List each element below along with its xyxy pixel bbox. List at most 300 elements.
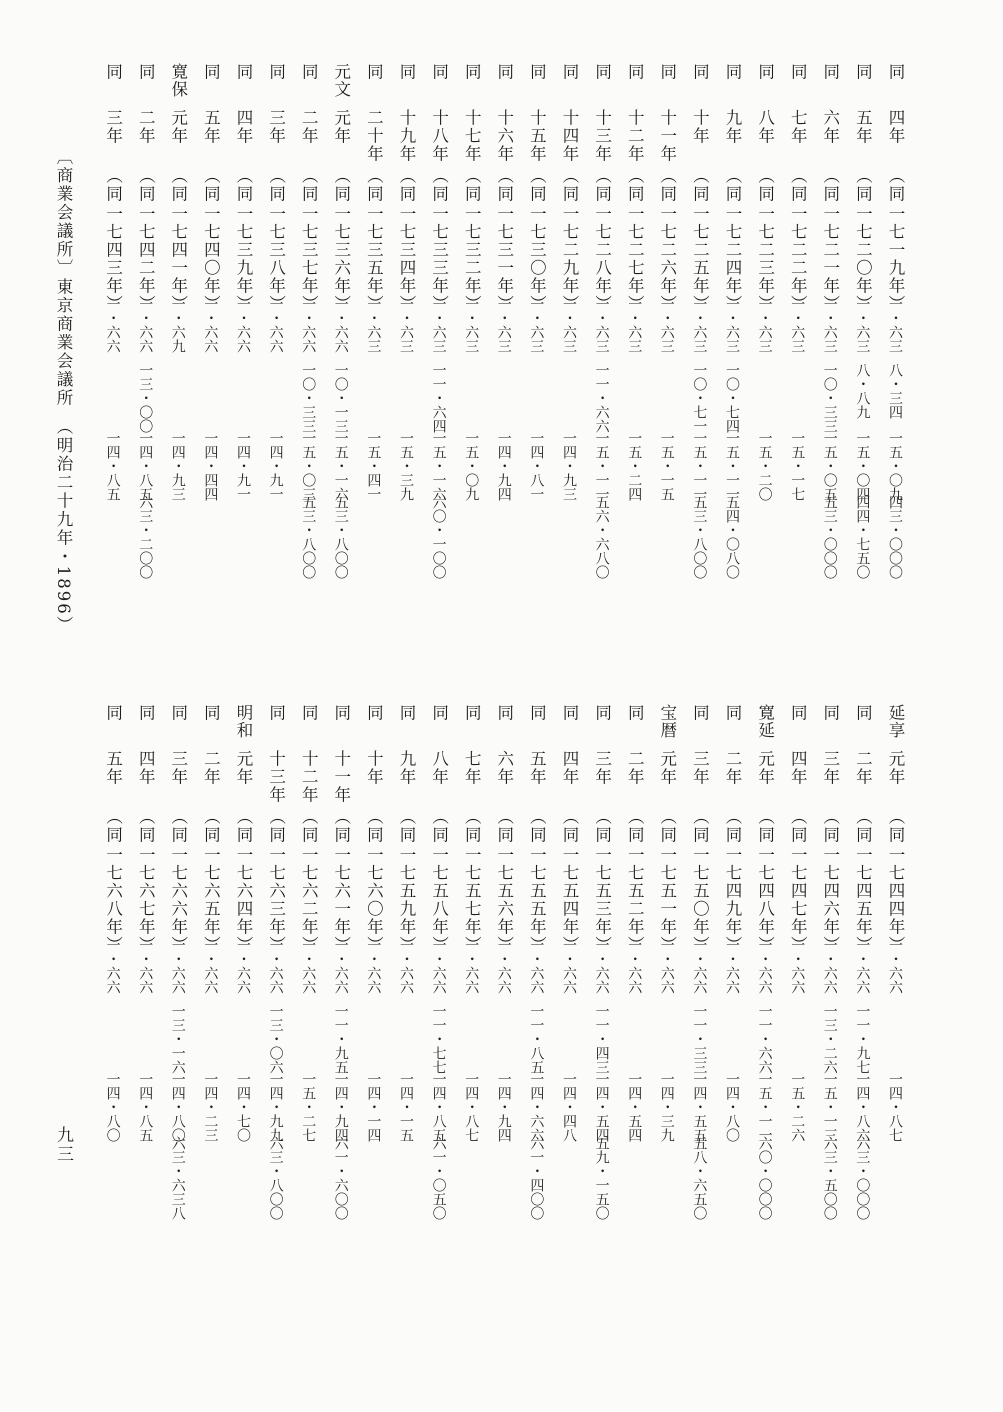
cell-v1: 一・六三: [593, 297, 610, 353]
cell-v1: 一・六六: [300, 297, 317, 353]
cell-year: 二年: [299, 109, 319, 145]
cell-ad: 一七六六年）: [168, 846, 188, 954]
table-row: [782, 63, 812, 683]
cell-v3: 一五・〇三: [300, 431, 317, 501]
cell-v1: 一・六三: [658, 297, 675, 353]
cell-era: 同: [788, 63, 808, 81]
cell-v1: 一・六六: [267, 297, 284, 353]
cell-v3: 一四・九三: [561, 431, 577, 501]
cell-v2: 一〇・三三: [300, 363, 317, 433]
cell-v1: 一・六三: [430, 297, 447, 353]
cell-era: 同: [820, 63, 840, 81]
cell-v3: 一四・九三: [169, 431, 186, 501]
cell-year: 五年: [201, 109, 221, 145]
table-row: [815, 63, 845, 683]
cell-v3: 一四・八五: [430, 1072, 447, 1142]
table-row: [847, 63, 877, 683]
cell-ad: 一七六四年）: [234, 846, 253, 954]
cell-v2: 八・八九: [854, 363, 871, 419]
cell-paren: （同: [299, 167, 319, 203]
cell-year: 三年: [592, 750, 612, 786]
cell-v3: 一四・九四: [495, 1072, 512, 1142]
cell-paren: （同: [853, 167, 873, 203]
cell-v2: 一〇・一三: [332, 363, 349, 433]
cell-paren: （同: [331, 167, 351, 203]
cell-v3: 一五・〇九: [463, 431, 480, 501]
cell-v3: 一四・八一: [528, 431, 545, 501]
cell-year: 五年: [527, 750, 547, 786]
cell-ad: 一七四五年）: [853, 846, 873, 954]
cell-v3: 一五・〇五: [821, 431, 838, 501]
table-row: [195, 704, 225, 1324]
cell-paren: （同: [364, 167, 384, 203]
cell-ad: 一七四八年）: [755, 846, 775, 954]
cell-era: 同: [462, 63, 482, 81]
cell-paren: （同: [527, 808, 547, 844]
cell-year: 十年: [690, 109, 710, 145]
cell-v1: 一・六六: [267, 938, 284, 994]
cell-paren: （同: [625, 808, 645, 844]
cell-paren: （同: [462, 808, 482, 844]
table-row: [619, 704, 649, 1324]
cell-v4: 六一・六〇〇: [332, 1136, 349, 1220]
cell-v1: 一・六六: [332, 297, 349, 353]
table-row: [424, 704, 454, 1324]
cell-ad: 一七三〇年）: [527, 205, 547, 313]
cell-era: 同: [397, 63, 416, 81]
cell-era: 同: [625, 63, 645, 81]
cell-ad: 一七五〇年）: [690, 846, 710, 954]
cell-year: 十九年: [397, 109, 416, 163]
table-row: [228, 704, 258, 1324]
cell-v1: 一・六六: [495, 938, 512, 994]
cell-era: 同: [853, 63, 873, 81]
cell-era: 同: [592, 704, 612, 722]
cell-v3: 一四・八七: [887, 1072, 903, 1142]
cell-ad: 一七一九年）: [886, 205, 905, 313]
cell-year: 二十年: [364, 109, 384, 163]
table-row: [717, 63, 747, 683]
cell-ad: 一七二七年）: [625, 205, 645, 313]
table-row: [717, 704, 747, 1324]
cell-ad: 一七二〇年）: [853, 205, 873, 313]
cell-v3: 一四・九九: [267, 1072, 284, 1142]
cell-year: 四年: [788, 750, 808, 786]
cell-v4: 六三・五〇〇: [821, 1136, 838, 1220]
table-row: [98, 63, 128, 683]
cell-paren: （同: [136, 808, 156, 844]
cell-v2: 一一・八五: [528, 1004, 545, 1074]
cell-paren: （同: [755, 167, 775, 203]
cell-ad: 一七三九年）: [234, 205, 253, 313]
cell-era: 同: [331, 704, 351, 722]
cell-ad: 一七四一年）: [168, 205, 188, 313]
cell-paren: （同: [494, 167, 514, 203]
cell-year: 十七年: [462, 109, 482, 163]
cell-era: 同: [625, 704, 645, 722]
cell-v4: 五三・〇〇〇: [821, 495, 838, 579]
header-source: 東京商業会議所 （明治二十九年・1896）: [54, 278, 73, 635]
cell-ad: 一七六二年）: [299, 846, 319, 954]
cell-v3: 一四・四八: [561, 1072, 577, 1142]
cell-paren: （同: [429, 167, 449, 203]
table-row: [358, 704, 388, 1324]
cell-v1: 一・六三: [463, 297, 480, 353]
table-row: [587, 704, 617, 1324]
cell-era: 同: [429, 704, 449, 722]
cell-v2: 一三・一六: [169, 1004, 186, 1074]
cell-v3: 一五・一一: [691, 431, 708, 501]
cell-paren: （同: [331, 808, 351, 844]
cell-paren: （同: [201, 167, 221, 203]
cell-v3: 一五・一五: [658, 431, 675, 501]
cell-v3: 一五・一一: [593, 431, 610, 501]
cell-ad: 一七三五年）: [364, 205, 384, 313]
cell-v3: 一四・一四: [365, 1072, 382, 1142]
cell-ad: 一七三八年）: [266, 205, 286, 313]
cell-era: 同: [299, 63, 319, 81]
cell-year: 八年: [429, 750, 449, 786]
cell-v2: 一三・〇〇: [137, 363, 154, 433]
cell-paren: （同: [886, 167, 905, 203]
table-row: [261, 63, 291, 683]
cell-era: 同: [201, 63, 221, 81]
cell-paren: （同: [592, 808, 612, 844]
cell-paren: （同: [560, 808, 579, 844]
table-row: [391, 63, 421, 683]
cell-paren: （同: [397, 808, 416, 844]
cell-v3: 一五・一七: [789, 431, 806, 501]
cell-v1: 一・六三: [365, 297, 382, 353]
cell-ad: 一七六五年）: [201, 846, 221, 954]
cell-era: 同: [299, 704, 319, 722]
table-row: [163, 63, 193, 683]
cell-v1: 一・六六: [169, 938, 186, 994]
table-row: [619, 63, 649, 683]
cell-ad: 一七二八年）: [592, 205, 612, 313]
cell-ad: 一七六〇年）: [364, 846, 384, 954]
cell-ad: 一七六七年）: [136, 846, 156, 954]
cell-v2: 一一・六六: [593, 363, 610, 433]
cell-year: 二年: [136, 109, 156, 145]
cell-year: 三年: [168, 750, 188, 786]
cell-paren: （同: [429, 808, 449, 844]
table-row: [750, 704, 780, 1324]
cell-paren: （同: [103, 167, 123, 203]
cell-era: 宝暦: [657, 704, 677, 739]
cell-v2: 一一・九七: [854, 1004, 871, 1074]
cell-ad: 一七二六年）: [657, 205, 677, 313]
cell-era: 同: [560, 704, 579, 722]
cell-v3: 一五・二四: [626, 431, 643, 501]
cell-era: 同: [462, 704, 482, 722]
cell-ad: 一七五二年）: [625, 846, 645, 954]
cell-paren: （同: [657, 167, 677, 203]
cell-year: 二年: [723, 750, 742, 786]
cell-paren: （同: [299, 808, 319, 844]
cell-v2: 一〇・七一: [691, 363, 708, 433]
cell-v1: 一・六六: [202, 297, 219, 353]
cell-year: 六年: [820, 109, 840, 145]
cell-year: 十五年: [527, 109, 547, 163]
cell-v1: 一・六六: [528, 938, 545, 994]
cell-ad: 一七三六年）: [331, 205, 351, 313]
cell-v4: 五八・六五〇: [691, 1136, 708, 1220]
cell-paren: （同: [201, 808, 221, 844]
cell-ad: 一七二四年）: [723, 205, 742, 313]
table-row: [521, 704, 551, 1324]
table-row: [358, 63, 388, 683]
cell-paren: （同: [168, 808, 188, 844]
cell-v3: 一四・九四: [495, 431, 512, 501]
cell-era: 元文: [331, 63, 351, 98]
cell-v1: 一・六六: [365, 938, 382, 994]
cell-era: 同: [266, 704, 286, 722]
cell-era: 寛保: [168, 63, 188, 98]
cell-v1: 一・六六: [691, 938, 708, 994]
cell-v3: 一四・五四: [593, 1072, 610, 1142]
header-tag: 〔商業会議所〕: [54, 148, 73, 278]
cell-v4: 五六・六八〇: [593, 495, 610, 579]
cell-era: 同: [364, 63, 384, 81]
cell-v1: 一・六三: [724, 297, 740, 353]
cell-ad: 一七六八年）: [103, 846, 123, 954]
table-row: [652, 704, 682, 1324]
table-row: [815, 704, 845, 1324]
cell-v1: 一・六六: [430, 938, 447, 994]
table-row: [782, 704, 812, 1324]
cell-v3: 一五・一一: [756, 1072, 773, 1142]
cell-era: 同: [690, 63, 710, 81]
cell-year: 四年: [560, 750, 579, 786]
cell-v4: 五九・一五〇: [593, 1136, 610, 1220]
cell-v3: 一四・五四: [626, 1072, 643, 1142]
cell-era: 同: [886, 63, 905, 81]
cell-v1: 一・六三: [691, 297, 708, 353]
cell-v3: 一四・七〇: [235, 1072, 251, 1142]
cell-paren: （同: [234, 167, 253, 203]
cell-ad: 一七三二年）: [462, 205, 482, 313]
cell-v4: 五三・八〇〇: [691, 495, 708, 579]
cell-year: 十二年: [299, 750, 319, 804]
cell-v3: 一五・二六: [789, 1072, 806, 1142]
cell-era: 同: [136, 63, 156, 81]
cell-v3: 一四・八五: [104, 431, 121, 501]
table-row: [293, 704, 323, 1324]
cell-v1: 一・六六: [756, 938, 773, 994]
cell-v2: 一一・六四: [430, 363, 447, 433]
cell-paren: （同: [625, 167, 645, 203]
cell-v4: 六三・〇〇〇: [854, 1136, 871, 1220]
table-row: [228, 63, 258, 683]
cell-v3: 一四・九一: [235, 431, 251, 501]
page-number: 九三: [53, 1126, 73, 1164]
cell-era: 同: [168, 704, 188, 722]
cell-era: 同: [364, 704, 384, 722]
cell-v4: 六一・〇五〇: [430, 1136, 447, 1220]
cell-year: 二年: [625, 750, 645, 786]
cell-ad: 一七四六年）: [820, 846, 840, 954]
cell-v1: 一・六三: [887, 297, 903, 353]
cell-paren: （同: [136, 167, 156, 203]
cell-era: 同: [820, 704, 840, 722]
cell-era: 同: [103, 704, 123, 722]
cell-v1: 一・六六: [724, 938, 740, 994]
table-row: [130, 704, 160, 1324]
cell-year: 元年: [755, 750, 775, 786]
cell-v1: 一・六三: [821, 297, 838, 353]
cell-paren: （同: [527, 167, 547, 203]
table-row: [521, 63, 551, 683]
table-row: [261, 704, 291, 1324]
table-row: [880, 63, 910, 683]
cell-era: 同: [201, 704, 221, 722]
cell-v4: 六三・八〇〇: [267, 1136, 284, 1220]
cell-year: 二年: [853, 750, 873, 786]
cell-era: 同: [560, 63, 579, 81]
cell-ad: 一七三三年）: [429, 205, 449, 313]
cell-era: 寛延: [755, 704, 775, 739]
cell-paren: （同: [397, 167, 416, 203]
cell-v3: 一五・〇九: [887, 431, 903, 501]
cell-ad: 一七五八年）: [429, 846, 449, 954]
cell-year: 五年: [103, 750, 123, 786]
cell-ad: 一七二三年）: [755, 205, 775, 313]
table-row: [163, 704, 193, 1324]
cell-era: 同: [723, 63, 742, 81]
cell-v1: 一・六六: [658, 938, 675, 994]
cell-era: 同: [494, 63, 514, 81]
cell-ad: 一七六一年）: [331, 846, 351, 954]
cell-v1: 一・六六: [235, 297, 251, 353]
cell-v3: 一四・五五: [691, 1072, 708, 1142]
cell-v3: 一四・八五: [137, 431, 154, 501]
cell-year: 四年: [886, 109, 905, 145]
cell-v3: 一四・三九: [658, 1072, 675, 1142]
cell-v4: 六一・四〇〇: [528, 1136, 545, 1220]
cell-v3: 一四・八五: [137, 1072, 154, 1142]
cell-year: 七年: [788, 109, 808, 145]
cell-year: 元年: [657, 750, 677, 786]
cell-v4: 五四・〇八〇: [724, 495, 740, 579]
cell-v1: 一・六六: [561, 938, 577, 994]
cell-year: 十六年: [494, 109, 514, 163]
table-row: [750, 63, 780, 683]
cell-paren: （同: [592, 167, 612, 203]
cell-era: 同: [527, 63, 547, 81]
cell-paren: （同: [820, 167, 840, 203]
table-row: [554, 704, 584, 1324]
cell-v3: 一五・一三: [821, 1072, 838, 1142]
cell-era: 同: [429, 63, 449, 81]
cell-ad: 一七五三年）: [592, 846, 612, 954]
cell-v3: 一四・八六: [854, 1072, 871, 1142]
table-row: [293, 63, 323, 683]
cell-era: 明和: [234, 704, 253, 739]
cell-ad: 一七三四年）: [397, 205, 416, 313]
cell-v4: 六三・二〇〇: [137, 495, 154, 579]
cell-era: 同: [690, 704, 710, 722]
cell-v1: 一・六三: [789, 297, 806, 353]
cell-v2: 一一・六六: [756, 1004, 773, 1074]
table-row: [391, 704, 421, 1324]
cell-ad: 一七四二年）: [136, 205, 156, 313]
cell-year: 十八年: [429, 109, 449, 163]
cell-v3: 一五・〇四: [854, 431, 871, 501]
cell-era: 延享: [886, 704, 905, 739]
cell-v3: 一四・八〇: [169, 1072, 186, 1142]
cell-paren: （同: [494, 808, 514, 844]
cell-year: 三年: [103, 109, 123, 145]
cell-v3: 一五・一一: [724, 431, 740, 501]
table-row: [130, 63, 160, 683]
cell-v1: 一・六三: [626, 297, 643, 353]
cell-v3: 一四・二三: [202, 1072, 219, 1142]
cell-v2: 一〇・七四: [724, 363, 740, 433]
cell-v1: 一・六三: [528, 297, 545, 353]
cell-year: 九年: [397, 750, 416, 786]
cell-v1: 一・六六: [789, 938, 806, 994]
cell-v1: 一・六六: [235, 938, 251, 994]
cell-v1: 一・六六: [626, 938, 643, 994]
cell-year: 元年: [234, 750, 253, 786]
cell-paren: （同: [723, 808, 742, 844]
cell-year: 三年: [266, 109, 286, 145]
cell-year: 元年: [168, 109, 188, 145]
cell-era: 同: [723, 704, 742, 722]
cell-v4: 五三・八〇〇: [300, 495, 317, 579]
cell-v3: 一四・八七: [463, 1072, 480, 1142]
table-row: [489, 704, 519, 1324]
cell-ad: 一七四三年）: [103, 205, 123, 313]
table-row: [652, 63, 682, 683]
cell-v1: 一・六三: [561, 297, 577, 353]
cell-v1: 一・六六: [593, 938, 610, 994]
cell-v2: 八・三四: [887, 363, 903, 419]
cell-ad: 一七五四年）: [560, 846, 579, 954]
cell-paren: （同: [168, 167, 188, 203]
cell-year: 十四年: [560, 109, 579, 163]
table-row: [587, 63, 617, 683]
cell-v1: 一・六九: [169, 297, 186, 353]
cell-year: 十三年: [592, 109, 612, 163]
cell-ad: 一七四七年）: [788, 846, 808, 954]
cell-ad: 一七二一年）: [820, 205, 840, 313]
cell-ad: 一七四九年）: [723, 846, 742, 954]
cell-year: 三年: [690, 750, 710, 786]
cell-year: 六年: [494, 750, 514, 786]
cell-era: 同: [103, 63, 123, 81]
cell-paren: （同: [853, 808, 873, 844]
table-row: [684, 63, 714, 683]
cell-v1: 一・六六: [887, 938, 903, 994]
cell-v2: 一三・二六: [821, 1004, 838, 1074]
cell-v4: 六〇・一〇〇: [430, 495, 447, 579]
cell-ad: 一七三七年）: [299, 205, 319, 313]
cell-ad: 一七五五年）: [527, 846, 547, 954]
cell-ad: 一七三一年）: [494, 205, 514, 313]
cell-era: 同: [592, 63, 612, 81]
cell-era: 同: [397, 704, 416, 722]
cell-v2: 一一・九五: [332, 1004, 349, 1074]
cell-v3: 一四・一五: [398, 1072, 414, 1142]
table-row: [684, 704, 714, 1324]
cell-era: 同: [234, 63, 253, 81]
cell-year: 八年: [755, 109, 775, 145]
table-row: [880, 704, 910, 1324]
cell-year: 三年: [820, 750, 840, 786]
cell-v1: 一・六三: [495, 297, 512, 353]
